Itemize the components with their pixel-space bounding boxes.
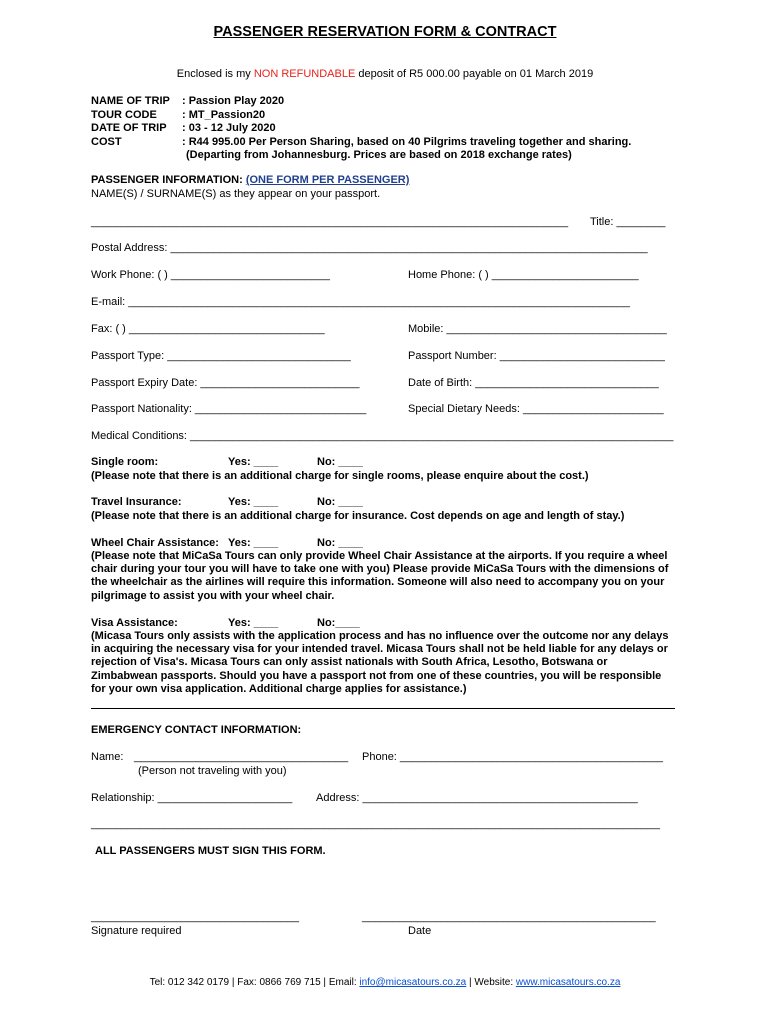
- wheelchair-note: (Please note that MiCaSa Tours can only provide Wheel Chair Assistance at the airports. If you require a wheel chair during your tour you will have to take one with you) Please provide MiCaSa Tours with the dimensions of the wheelchair as the airlines will require this information. Someone will also need to accompany you on your pilgrimage to assist you with your wheel chair.: [91, 550, 669, 602]
- relationship-field[interactable]: Relationship: ______________________: [91, 792, 293, 804]
- trip-date-value: : 03 - 12 July 2020: [182, 122, 276, 134]
- email-field[interactable]: E-mail: __________________________________________________________________________________: [91, 296, 630, 308]
- insurance-yes[interactable]: Yes: ____: [228, 496, 279, 508]
- signature-label: Signature required: [91, 925, 182, 937]
- non-refundable-text: NON REFUNDABLE: [253, 68, 356, 80]
- visa-no[interactable]: No:____: [317, 617, 360, 629]
- not-traveling-note: (Person not traveling with you): [138, 765, 287, 777]
- single-room-no[interactable]: No: ____: [317, 456, 363, 468]
- cost-label-blank: [91, 149, 182, 163]
- emergency-name-field[interactable]: ___________________________________: [134, 751, 349, 763]
- deposit-prefix: Enclosed is my: [176, 68, 254, 80]
- date-label: Date: [408, 925, 432, 937]
- date-of-birth-field[interactable]: Date of Birth: ______________________________: [408, 377, 659, 389]
- passenger-heading: [91, 174, 409, 186]
- tour-code-value: : MT_Passion20: [182, 108, 266, 121]
- cost-label: COST: [91, 135, 122, 148]
- deposit-suffix: deposit of R5 000.00 payable on 01 March 2019: [355, 68, 594, 80]
- insurance-label: Travel Insurance:: [91, 496, 182, 508]
- emergency-name-label: Name:: [91, 751, 124, 763]
- visa-note: (Micasa Tours only assists with the application process and has no influence over the outcome nor any delays in acquiring the necessary visa for your intended travel. Micasa Tours shall not be held liable for any delays or rejection of Visa's. Micasa Tours can only assist nationals with South Africa, Lesotho, Botswana or Zimbabwean passports. Should you have a passport not from one of these countries, you will be responsible for your own visa application. Additional charge applies for assistance.): [91, 630, 669, 695]
- title-field[interactable]: Title: ________: [590, 216, 666, 228]
- visa-label: Visa Assistance:: [91, 617, 178, 629]
- visa-yes[interactable]: Yes: ____: [228, 617, 279, 629]
- trip-name-value: : Passion Play 2020: [182, 95, 285, 107]
- page-title: PASSENGER RESERVATION FORM & CONTRACT: [213, 24, 557, 40]
- work-phone-field[interactable]: Work Phone: ( ) __________________________: [91, 269, 330, 281]
- wheelchair-yes[interactable]: Yes: ____: [228, 537, 279, 549]
- emergency-heading: EMERGENCY CONTACT INFORMATION:: [91, 724, 302, 736]
- cost-value: : R44 995.00 Per Person Sharing, based on 40 Pilgrims traveling together and sharing.: [182, 135, 632, 148]
- footer-website-link[interactable]: www.micasatours.co.za: [515, 977, 621, 988]
- fax-field[interactable]: Fax: ( ) ________________________________: [91, 323, 325, 335]
- one-form-per-passenger-link[interactable]: (ONE FORM PER PASSENGER): [245, 174, 410, 186]
- trip-details: [91, 95, 631, 163]
- single-room-label: Single room:: [91, 456, 159, 468]
- passport-type-field[interactable]: Passport Type: ______________________________: [91, 350, 351, 362]
- section-divider: [91, 708, 675, 709]
- emergency-address-field[interactable]: Address: _____________________________________________: [316, 792, 638, 804]
- footer-tel-fax: Tel: 012 342 0179 | Fax: 0866 769 715 | Email:: [149, 977, 360, 988]
- footer-email-link[interactable]: info@micasatours.co.za: [359, 977, 467, 988]
- emergency-extra-line[interactable]: _____________________________________________________________________________________________: [91, 818, 660, 830]
- tour-code-label: TOUR CODE: [91, 108, 157, 121]
- dietary-needs-field[interactable]: Special Dietary Needs: _______________________: [408, 403, 664, 415]
- passport-expiry-field[interactable]: Passport Expiry Date: __________________________: [91, 377, 360, 389]
- date-field[interactable]: ________________________________________________: [362, 911, 656, 923]
- home-phone-field[interactable]: Home Phone: ( ) ________________________: [408, 269, 639, 281]
- single-room-note: (Please note that there is an additional charge for single rooms, please enquire about the cost.): [91, 470, 589, 482]
- postal-address-field[interactable]: Postal Address: ______________________________________________________________________________: [91, 242, 648, 254]
- signature-field[interactable]: __________________________________: [91, 911, 300, 923]
- wheelchair-no[interactable]: No: ____: [317, 537, 363, 549]
- emergency-phone-field[interactable]: Phone: ___________________________________________: [362, 751, 663, 763]
- insurance-no[interactable]: No: ____: [317, 496, 363, 508]
- trip-name-label: NAME OF TRIP: [91, 95, 170, 107]
- mobile-field[interactable]: Mobile: ____________________________________: [408, 323, 667, 335]
- medical-conditions-field[interactable]: Medical Conditions: _______________________________________________________________________________: [91, 430, 674, 442]
- deposit-statement: [0, 68, 770, 80]
- footer-separator: | Website:: [466, 977, 516, 988]
- passport-nationality-field[interactable]: Passport Nationality: ____________________________: [91, 403, 367, 415]
- wheelchair-label: Wheel Chair Assistance:: [91, 537, 219, 549]
- name-field[interactable]: ______________________________________________________________________________: [91, 216, 569, 228]
- single-room-yes[interactable]: Yes: ____: [228, 456, 279, 468]
- passport-number-field[interactable]: Passport Number: ___________________________: [408, 350, 665, 362]
- names-note: NAME(S) / SURNAME(S) as they appear on your passport.: [91, 188, 381, 200]
- trip-date-label: DATE OF TRIP: [91, 122, 167, 134]
- insurance-note: (Please note that there is an additional charge for insurance. Cost depends on age and length of stay.): [91, 510, 625, 522]
- footer-contact: [0, 977, 770, 988]
- sign-notice: ALL PASSENGERS MUST SIGN THIS FORM.: [95, 845, 326, 857]
- cost-note: (Departing from Johannesburg. Prices are based on 2018 exchange rates): [186, 149, 572, 161]
- passenger-heading-text: PASSENGER INFORMATION:: [91, 174, 246, 186]
